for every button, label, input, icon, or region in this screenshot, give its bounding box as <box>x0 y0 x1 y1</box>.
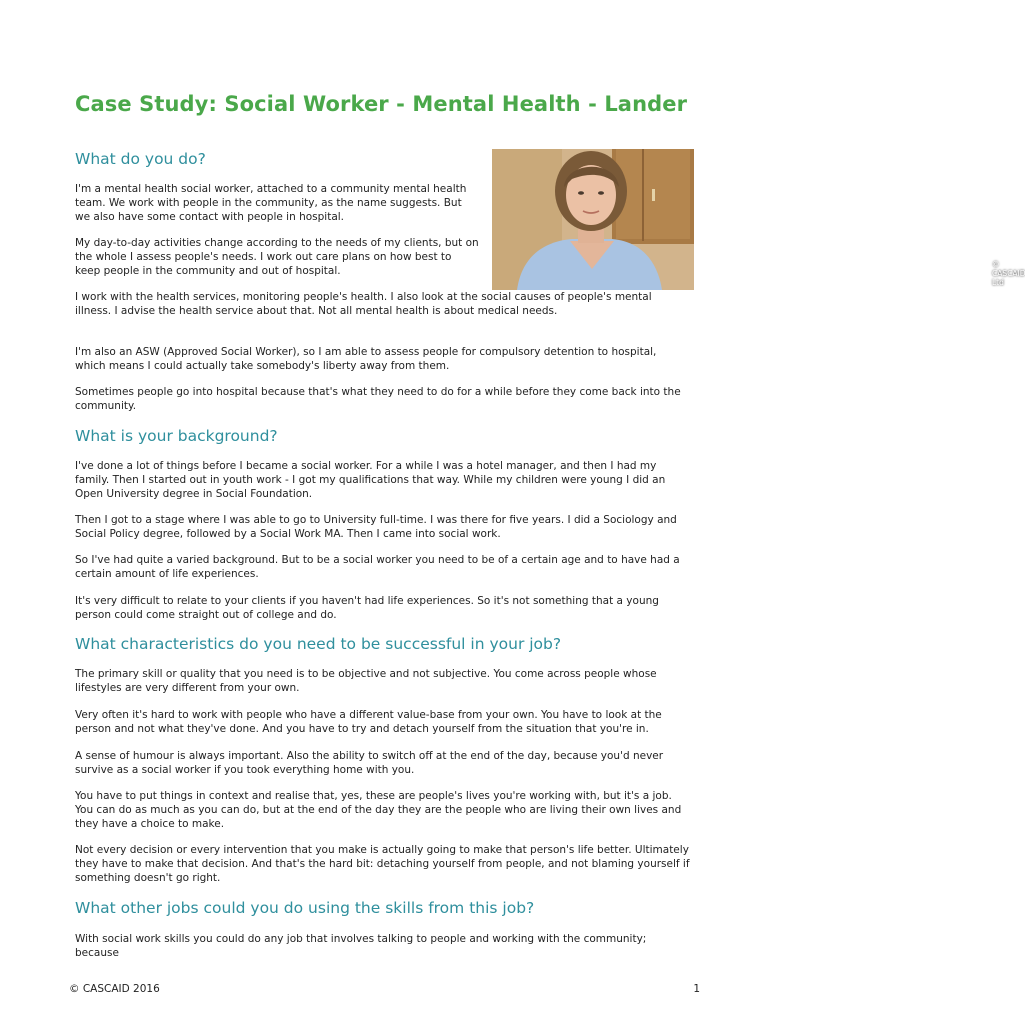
paragraph: It's very difficult to relate to your clients if you haven't had life experiences. So it's not something that a young person could come straight out of college and do. <box>75 595 659 621</box>
paragraph: I work with the health services, monitoring people's health. I also look at the social causes of people's mental illness. I advise the health service about that. Not all mental health is about medical needs. <box>75 291 652 317</box>
paragraph: You have to put things in context and realise that, yes, these are people's lives you're working with, but it's a job. You can do as much as you can do, but at the end of the day they are the people who are living their own lives and they have a choice to make. <box>75 790 682 830</box>
paragraph: With social work skills you could do any job that involves talking to people and working with the community; because <box>75 933 647 959</box>
paragraph: I'm also an ASW (Approved Social Worker), so I am able to assess people for compulsory detention to hospital, which means I could actually take somebody's liberty away from them. <box>75 346 657 372</box>
paragraph: My day-to-day activities change according to the needs of my clients, but on the whole I assess people's needs. I work out care plans on how best to keep people in the community and out of hospital. <box>75 237 479 277</box>
footer-copyright: © CASCAID 2016 <box>69 983 160 995</box>
page-title: Case Study: Social Worker - Mental Health - Lander <box>75 92 688 116</box>
paragraph: Very often it's hard to work with people who have a different value-base from your own. You have to look at the person and not what they've done. And you have to try and detach yourself from the situation that you're in. <box>75 709 662 735</box>
section-heading-other-jobs: What other jobs could you do using the skills from this job? <box>75 899 535 917</box>
paragraph: I've done a lot of things before I became a social worker. For a while I was a hotel manager, and then I had my family. Then I started out in youth work - I got my qualifications that way. While my children were young I did an Open University degree in Social Foundation. <box>75 460 666 500</box>
paragraph: Sometimes people go into hospital because that's what they need to do for a while before they come back into the community. <box>75 386 681 412</box>
interviewee-photo <box>492 149 1025 290</box>
paragraph: A sense of humour is always important. Also the ability to switch off at the end of the day, because you'd never survive as a social worker if you took everything home with you. <box>75 750 664 776</box>
paragraph: Not every decision or every intervention that you make is actually going to make that person's life better. Ultimately they have to make that decision. And that's the hard bit: detaching yourself from people, and not blaming yourself if something doesn't go right. <box>75 844 690 884</box>
photo-caption: © CASCAID Ltd <box>992 260 1025 287</box>
paragraph: The primary skill or quality that you need is to be objective and not subjective. You come across people whose lifestyles are very different from your own. <box>75 668 657 694</box>
section-heading-characteristics: What characteristics do you need to be successful in your job? <box>75 635 562 653</box>
paragraph: Then I got to a stage where I was able to go to University full-time. I was there for five years. I did a Sociology and Social Policy degree, followed by a Social Work MA. Then I came into social work. <box>75 514 677 540</box>
section-heading-what-do-you-do: What do you do? <box>75 150 206 168</box>
photo-image <box>492 149 694 290</box>
page-number: 1 <box>693 983 700 995</box>
paragraph: I'm a mental health social worker, attached to a community mental health team. We work with people in the community, as the name suggests. But we also have some contact with people in hospital. <box>75 183 467 223</box>
section-heading-background: What is your background? <box>75 427 278 445</box>
paragraph: So I've had quite a varied background. But to be a social worker you need to be of a certain age and to have had a certain amount of life experiences. <box>75 554 680 580</box>
